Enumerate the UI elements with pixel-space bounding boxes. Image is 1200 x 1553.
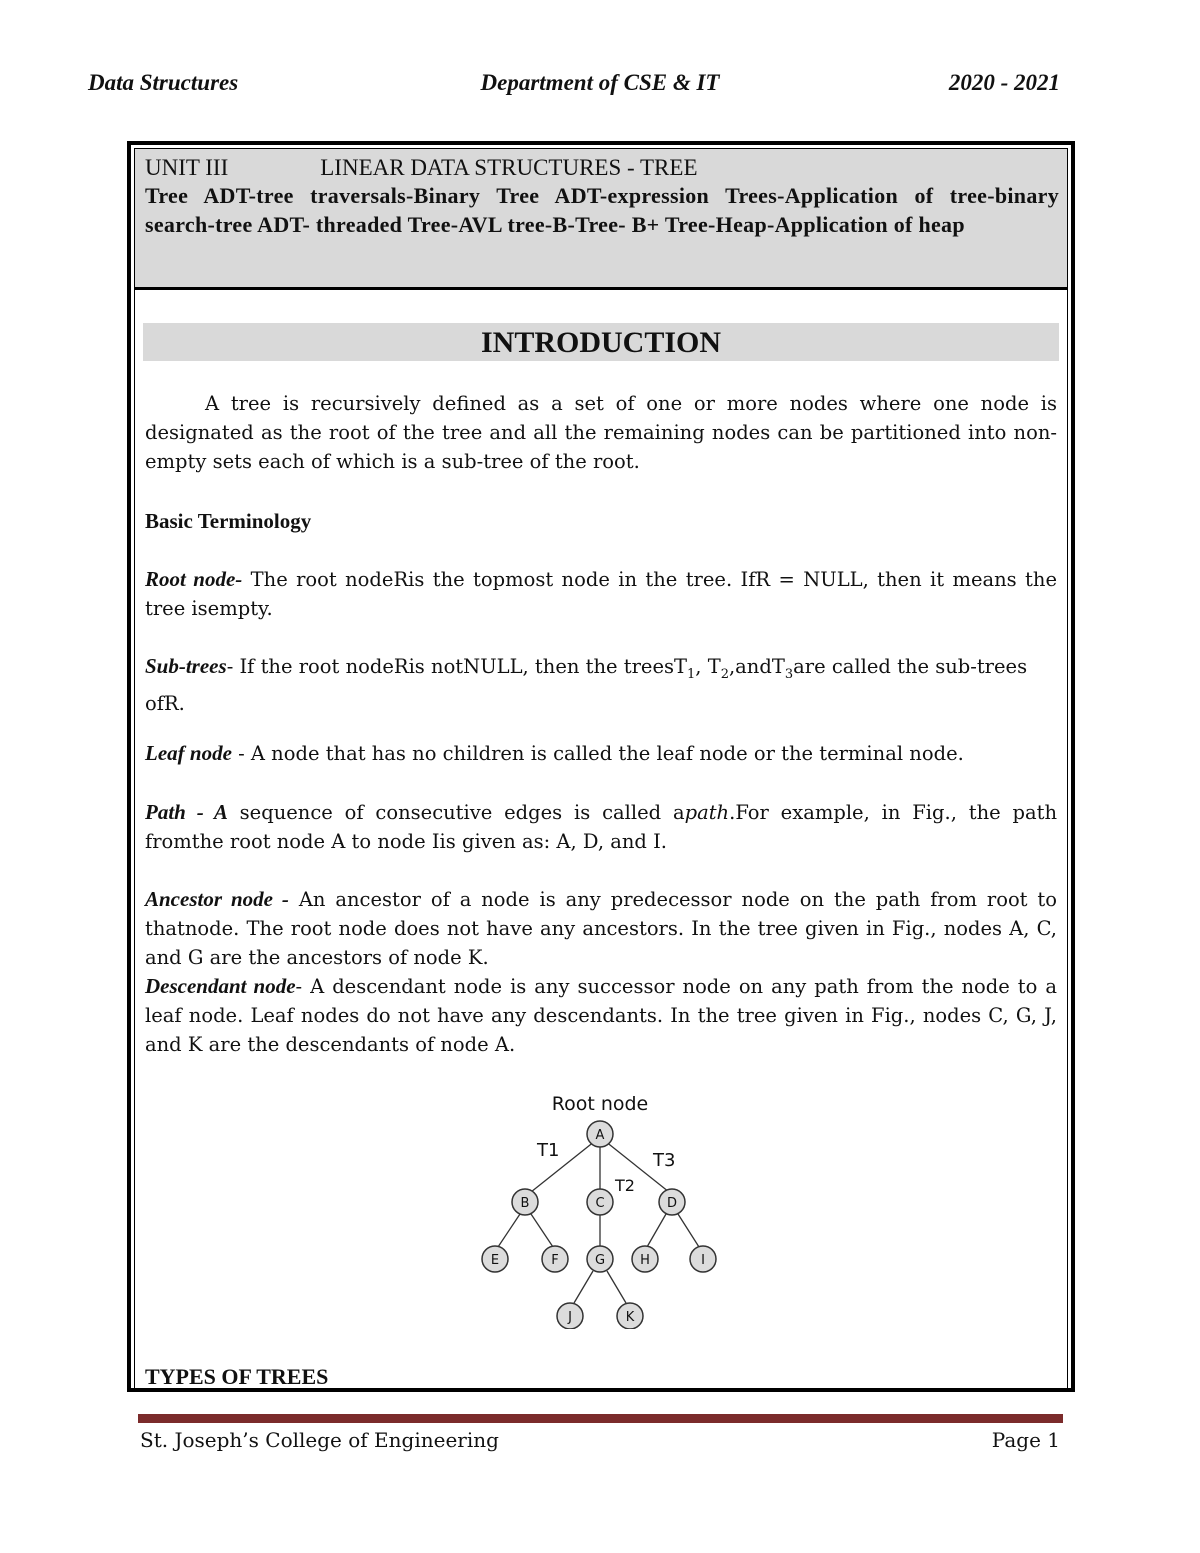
node-label: B bbox=[520, 1196, 530, 1211]
term-label: Sub-trees bbox=[145, 654, 227, 678]
node-label: K bbox=[625, 1310, 635, 1325]
term-label: Path - A bbox=[145, 800, 228, 824]
tree-diagram bbox=[475, 1089, 735, 1329]
term-text: , T bbox=[695, 655, 721, 678]
term-label: Root node- bbox=[145, 567, 243, 591]
node-label: H bbox=[640, 1253, 650, 1268]
term-text: The root nodeRis the topmost node in the tree. IfR = NULL, then it means the tree isempty. bbox=[145, 568, 1057, 620]
header-year: 2020 - 2021 bbox=[948, 70, 1060, 95]
term-descendant-node bbox=[145, 972, 1057, 1059]
term-leaf-node bbox=[145, 739, 1057, 768]
figure-caption: Root node bbox=[551, 1093, 649, 1115]
types-of-trees-heading: TYPES OF TREES bbox=[145, 1364, 329, 1389]
content-frame-inner bbox=[134, 148, 1068, 1388]
term-text: ,andT bbox=[728, 655, 785, 678]
edge-b-e bbox=[498, 1214, 520, 1247]
node-label: I bbox=[701, 1253, 705, 1268]
footer-page-number: Page 1 bbox=[991, 1428, 1060, 1452]
term-label: Descendant node bbox=[145, 974, 296, 998]
header-course: Data Structures bbox=[88, 70, 239, 95]
tree-nodes bbox=[482, 1121, 716, 1329]
term-text: An ancestor of a node is any predecessor node on the path from root to thatnode. The root node does not have any ancestors. In the tree given in Fig., nodes A, C, and G are the ancestors of node K. bbox=[145, 888, 1058, 969]
edge-label-t2: T2 bbox=[615, 1176, 635, 1195]
edge-b-f bbox=[531, 1214, 553, 1247]
node-label: J bbox=[568, 1310, 572, 1325]
edge-label-t3: T3 bbox=[653, 1150, 676, 1171]
term-text: sequence of consecutive edges is called a bbox=[227, 801, 685, 824]
term-path bbox=[145, 798, 1057, 856]
basic-terminology-heading: Basic Terminology bbox=[145, 509, 312, 533]
intro-heading: INTRODUCTION bbox=[143, 323, 1059, 361]
footer-college: St. Joseph’s College of Engineering bbox=[140, 1428, 499, 1452]
subscript: 2 bbox=[720, 666, 729, 682]
term-text: - A descendant node is any successor node on any path from the node to a leaf node. Leaf nodes do not have any descendants. In the tree given in Fig., nodes C, G, J, and K are the descendants of node A. bbox=[145, 975, 1058, 1056]
term-text: - A node that has no children is called the leaf node or the terminal node. bbox=[231, 742, 964, 765]
node-label: A bbox=[595, 1128, 605, 1143]
edge-g-j bbox=[574, 1271, 593, 1303]
unit-title: LINEAR DATA STRUCTURES - TREE bbox=[320, 155, 698, 180]
node-label: C bbox=[595, 1196, 605, 1211]
term-ancestor-node bbox=[145, 885, 1057, 972]
content-frame bbox=[127, 141, 1075, 1392]
term-text: - If the root nodeRis notNULL, then the treesT bbox=[226, 655, 688, 678]
term-label: Ancestor node - bbox=[145, 887, 289, 911]
unit-box bbox=[135, 149, 1067, 290]
unit-label: UNIT III bbox=[145, 155, 229, 180]
term-text: are called the sub-trees ofR. bbox=[145, 655, 1028, 715]
edge-label-t1: T1 bbox=[537, 1140, 560, 1161]
subscript: 1 bbox=[687, 666, 696, 682]
header-department: Department of CSE & IT bbox=[480, 70, 720, 95]
edge-labels bbox=[536, 1140, 675, 1195]
edge-d-i bbox=[678, 1214, 699, 1247]
footer-rule bbox=[138, 1414, 1063, 1423]
unit-heading bbox=[145, 155, 1059, 181]
term-italic: path bbox=[684, 801, 730, 824]
node-label: F bbox=[551, 1253, 559, 1268]
intro-paragraph: A tree is recursively defined as a set of one or more nodes where one node is designated as the root of the tree and all the remaining nodes can be partitioned into non-empty sets each of which is a sub-tree of the root. bbox=[145, 392, 1057, 473]
subscript: 3 bbox=[784, 666, 794, 682]
node-label: G bbox=[594, 1253, 606, 1268]
term-sub-trees bbox=[145, 652, 1057, 718]
term-text: .For example, in Fig., the path fromthe root node A to node Iis given as: A, D, and I. bbox=[145, 801, 1057, 853]
edge-g-k bbox=[607, 1271, 626, 1303]
term-root-node bbox=[145, 565, 1057, 623]
unit-topics: Tree ADT-tree traversals-Binary Tree ADT-expression Trees-Application of tree-binary search-tree ADT- threaded Tree-AVL tree-B-Tree- B+ Tree-Heap-Application of heap bbox=[145, 183, 1059, 237]
node-label: D bbox=[666, 1196, 678, 1211]
term-label: Leaf node bbox=[145, 741, 232, 765]
edge-d-h bbox=[647, 1214, 666, 1247]
node-label: E bbox=[490, 1253, 500, 1268]
